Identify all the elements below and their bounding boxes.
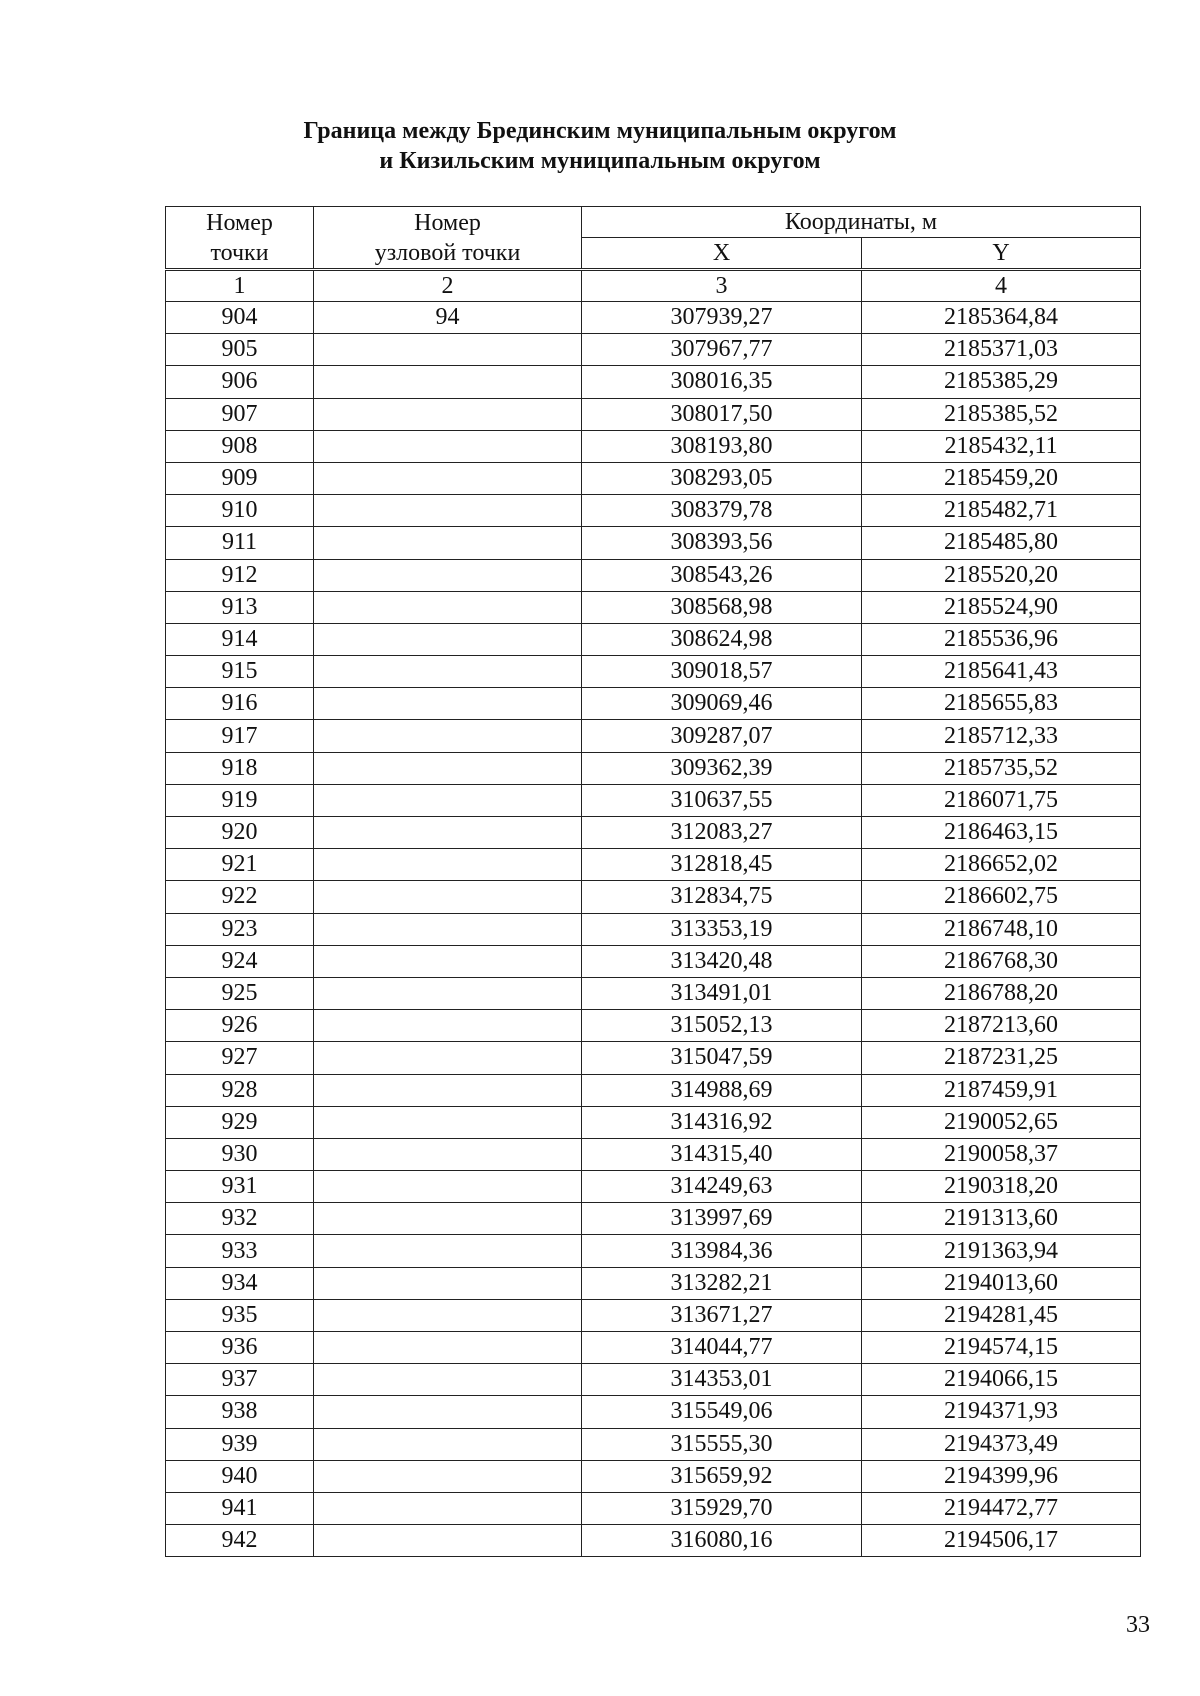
cell-x: 308193,80	[582, 430, 862, 462]
cell-y: 2186652,02	[862, 849, 1141, 881]
cell-y: 2194574,15	[862, 1332, 1141, 1364]
cell-point-number: 927	[166, 1042, 314, 1074]
table-row	[166, 1525, 1141, 1557]
cell-y: 2185712,33	[862, 720, 1141, 752]
cell-x: 313671,27	[582, 1299, 862, 1331]
cell-x: 313491,01	[582, 977, 862, 1009]
cell-point-number: 914	[166, 623, 314, 655]
cell-x: 308543,26	[582, 559, 862, 591]
header-node-number-line1: Номер	[414, 209, 481, 236]
cell-y: 2194281,45	[862, 1299, 1141, 1331]
cell-x: 312818,45	[582, 849, 862, 881]
cell-point-number: 932	[166, 1203, 314, 1235]
table-row	[166, 1171, 1141, 1203]
cell-y: 2194399,96	[862, 1460, 1141, 1492]
cell-node-number	[314, 1396, 582, 1428]
table-row	[166, 462, 1141, 494]
table-row	[166, 1428, 1141, 1460]
cell-point-number: 938	[166, 1396, 314, 1428]
cell-x: 308393,56	[582, 527, 862, 559]
cell-x: 315555,30	[582, 1428, 862, 1460]
cell-y: 2186788,20	[862, 977, 1141, 1009]
cell-x: 309362,39	[582, 752, 862, 784]
table-row	[166, 913, 1141, 945]
table-row	[166, 784, 1141, 816]
cell-x: 308568,98	[582, 591, 862, 623]
cell-point-number: 926	[166, 1010, 314, 1042]
column-number-2: 2	[314, 270, 582, 302]
cell-point-number: 911	[166, 527, 314, 559]
column-number-4: 4	[862, 270, 1141, 302]
table-row	[166, 1106, 1141, 1138]
table-row	[166, 849, 1141, 881]
table-row	[166, 1299, 1141, 1331]
cell-point-number: 939	[166, 1428, 314, 1460]
cell-point-number: 918	[166, 752, 314, 784]
cell-point-number: 923	[166, 913, 314, 945]
table-row	[166, 527, 1141, 559]
cell-x: 315052,13	[582, 1010, 862, 1042]
cell-x: 313984,36	[582, 1235, 862, 1267]
cell-x: 308293,05	[582, 462, 862, 494]
cell-node-number	[314, 817, 582, 849]
cell-x: 308017,50	[582, 398, 862, 430]
cell-node-number	[314, 1492, 582, 1524]
cell-x: 314249,63	[582, 1171, 862, 1203]
cell-node-number	[314, 1042, 582, 1074]
cell-node-number	[314, 1235, 582, 1267]
cell-x: 315549,06	[582, 1396, 862, 1428]
cell-node-number	[314, 849, 582, 881]
cell-x: 314044,77	[582, 1332, 862, 1364]
cell-x: 308379,78	[582, 495, 862, 527]
cell-node-number	[314, 1267, 582, 1299]
cell-node-number	[314, 688, 582, 720]
table-row	[166, 1010, 1141, 1042]
cell-y: 2185385,52	[862, 398, 1141, 430]
cell-point-number: 920	[166, 817, 314, 849]
cell-x: 315929,70	[582, 1492, 862, 1524]
cell-y: 2191313,60	[862, 1203, 1141, 1235]
cell-point-number: 904	[166, 302, 314, 334]
cell-point-number: 937	[166, 1364, 314, 1396]
cell-point-number: 913	[166, 591, 314, 623]
table-row	[166, 688, 1141, 720]
cell-y: 2190058,37	[862, 1138, 1141, 1170]
cell-node-number	[314, 1525, 582, 1557]
cell-node-number	[314, 1364, 582, 1396]
column-number-1: 1	[166, 270, 314, 302]
cell-y: 2185385,29	[862, 366, 1141, 398]
cell-point-number: 941	[166, 1492, 314, 1524]
table-row	[166, 1460, 1141, 1492]
cell-node-number	[314, 945, 582, 977]
cell-y: 2186463,15	[862, 817, 1141, 849]
cell-x: 315047,59	[582, 1042, 862, 1074]
cell-y: 2185485,80	[862, 527, 1141, 559]
cell-point-number: 915	[166, 656, 314, 688]
cell-x: 307967,77	[582, 334, 862, 366]
table-row	[166, 398, 1141, 430]
cell-node-number	[314, 1428, 582, 1460]
cell-y: 2185520,20	[862, 559, 1141, 591]
cell-node-number	[314, 462, 582, 494]
cell-x: 309018,57	[582, 656, 862, 688]
header-x: X	[582, 238, 862, 270]
cell-point-number: 917	[166, 720, 314, 752]
cell-x: 314988,69	[582, 1074, 862, 1106]
cell-x: 314315,40	[582, 1138, 862, 1170]
table-row	[166, 945, 1141, 977]
cell-y: 2185641,43	[862, 656, 1141, 688]
cell-node-number: 94	[314, 302, 582, 334]
header-point-number-line1: Номер	[206, 209, 273, 236]
cell-node-number	[314, 752, 582, 784]
cell-y: 2194013,60	[862, 1267, 1141, 1299]
table-row	[166, 430, 1141, 462]
cell-y: 2187459,91	[862, 1074, 1141, 1106]
cell-point-number: 935	[166, 1299, 314, 1331]
table-row	[166, 591, 1141, 623]
cell-node-number	[314, 1299, 582, 1331]
cell-x: 310637,55	[582, 784, 862, 816]
header-point-number	[166, 207, 314, 270]
table-row	[166, 1332, 1141, 1364]
cell-node-number	[314, 1171, 582, 1203]
cell-y: 2186768,30	[862, 945, 1141, 977]
cell-point-number: 909	[166, 462, 314, 494]
cell-x: 313353,19	[582, 913, 862, 945]
cell-point-number: 934	[166, 1267, 314, 1299]
cell-node-number	[314, 527, 582, 559]
table-row	[166, 623, 1141, 655]
cell-node-number	[314, 1460, 582, 1492]
cell-node-number	[314, 559, 582, 591]
cell-point-number: 924	[166, 945, 314, 977]
cell-point-number: 910	[166, 495, 314, 527]
cell-y: 2194066,15	[862, 1364, 1141, 1396]
cell-x: 313282,21	[582, 1267, 862, 1299]
cell-point-number: 919	[166, 784, 314, 816]
cell-y: 2186071,75	[862, 784, 1141, 816]
cell-point-number: 906	[166, 366, 314, 398]
cell-y: 2186748,10	[862, 913, 1141, 945]
cell-node-number	[314, 720, 582, 752]
table-row	[166, 1492, 1141, 1524]
cell-y: 2190052,65	[862, 1106, 1141, 1138]
cell-y: 2185371,03	[862, 334, 1141, 366]
cell-y: 2185364,84	[862, 302, 1141, 334]
header-point-number-line2: точки	[210, 239, 269, 266]
table-row	[166, 817, 1141, 849]
cell-point-number: 940	[166, 1460, 314, 1492]
cell-y: 2185655,83	[862, 688, 1141, 720]
cell-point-number: 933	[166, 1235, 314, 1267]
cell-point-number: 921	[166, 849, 314, 881]
cell-x: 312083,27	[582, 817, 862, 849]
cell-y: 2191363,94	[862, 1235, 1141, 1267]
header-y: Y	[862, 238, 1141, 270]
cell-y: 2194472,77	[862, 1492, 1141, 1524]
cell-x: 308016,35	[582, 366, 862, 398]
table-row	[166, 334, 1141, 366]
cell-node-number	[314, 656, 582, 688]
table-row	[166, 1364, 1141, 1396]
header-node-number	[314, 207, 582, 270]
table-header	[166, 207, 1141, 302]
cell-node-number	[314, 1074, 582, 1106]
cell-point-number: 931	[166, 1171, 314, 1203]
cell-node-number	[314, 366, 582, 398]
title-line-1: Граница между Брединским муниципальным округом	[303, 118, 897, 144]
table-row	[166, 1074, 1141, 1106]
cell-point-number: 925	[166, 977, 314, 1009]
cell-x: 309287,07	[582, 720, 862, 752]
table-row	[166, 1235, 1141, 1267]
table-row	[166, 495, 1141, 527]
table-row	[166, 977, 1141, 1009]
table-row	[166, 720, 1141, 752]
cell-node-number	[314, 1010, 582, 1042]
cell-point-number: 907	[166, 398, 314, 430]
cell-y: 2186602,75	[862, 881, 1141, 913]
page-number: 33	[1126, 1612, 1150, 1638]
cell-node-number	[314, 591, 582, 623]
cell-point-number: 942	[166, 1525, 314, 1557]
header-node-number-line2: узловой точки	[374, 239, 521, 266]
cell-node-number	[314, 1106, 582, 1138]
cell-point-number: 905	[166, 334, 314, 366]
table-row	[166, 1267, 1141, 1299]
cell-y: 2185524,90	[862, 591, 1141, 623]
cell-y: 2190318,20	[862, 1171, 1141, 1203]
cell-point-number: 929	[166, 1106, 314, 1138]
cell-y: 2185459,20	[862, 462, 1141, 494]
cell-node-number	[314, 334, 582, 366]
cell-y: 2194506,17	[862, 1525, 1141, 1557]
cell-node-number	[314, 784, 582, 816]
cell-node-number	[314, 881, 582, 913]
cell-y: 2185482,71	[862, 495, 1141, 527]
table-row	[166, 752, 1141, 784]
cell-x: 314316,92	[582, 1106, 862, 1138]
cell-y: 2194373,49	[862, 1428, 1141, 1460]
table-row	[166, 656, 1141, 688]
cell-node-number	[314, 623, 582, 655]
cell-x: 308624,98	[582, 623, 862, 655]
cell-point-number: 912	[166, 559, 314, 591]
table-row	[166, 1203, 1141, 1235]
document-title	[0, 116, 1200, 176]
coordinates-table	[165, 206, 1141, 1557]
cell-node-number	[314, 1138, 582, 1170]
cell-point-number: 928	[166, 1074, 314, 1106]
cell-node-number	[314, 1203, 582, 1235]
table-row	[166, 302, 1141, 334]
cell-y: 2187231,25	[862, 1042, 1141, 1074]
cell-node-number	[314, 495, 582, 527]
table-row	[166, 881, 1141, 913]
cell-x: 312834,75	[582, 881, 862, 913]
table-body	[166, 302, 1141, 1557]
table-row	[166, 1042, 1141, 1074]
header-coordinates: Координаты, м	[582, 207, 1141, 238]
table-row	[166, 366, 1141, 398]
cell-x: 315659,92	[582, 1460, 862, 1492]
cell-point-number: 916	[166, 688, 314, 720]
cell-x: 313997,69	[582, 1203, 862, 1235]
cell-y: 2185735,52	[862, 752, 1141, 784]
cell-node-number	[314, 398, 582, 430]
cell-node-number	[314, 977, 582, 1009]
cell-x: 307939,27	[582, 302, 862, 334]
title-line-2: и Кизильским муниципальным округом	[379, 148, 821, 174]
cell-x: 309069,46	[582, 688, 862, 720]
cell-y: 2187213,60	[862, 1010, 1141, 1042]
cell-node-number	[314, 913, 582, 945]
cell-point-number: 922	[166, 881, 314, 913]
column-number-3: 3	[582, 270, 862, 302]
table-row	[166, 559, 1141, 591]
cell-y: 2185536,96	[862, 623, 1141, 655]
cell-point-number: 936	[166, 1332, 314, 1364]
cell-node-number	[314, 1332, 582, 1364]
cell-node-number	[314, 430, 582, 462]
cell-y: 2194371,93	[862, 1396, 1141, 1428]
cell-point-number: 930	[166, 1138, 314, 1170]
table-row	[166, 1138, 1141, 1170]
cell-x: 313420,48	[582, 945, 862, 977]
cell-point-number: 908	[166, 430, 314, 462]
table-row	[166, 1396, 1141, 1428]
cell-y: 2185432,11	[862, 430, 1141, 462]
cell-x: 316080,16	[582, 1525, 862, 1557]
cell-x: 314353,01	[582, 1364, 862, 1396]
